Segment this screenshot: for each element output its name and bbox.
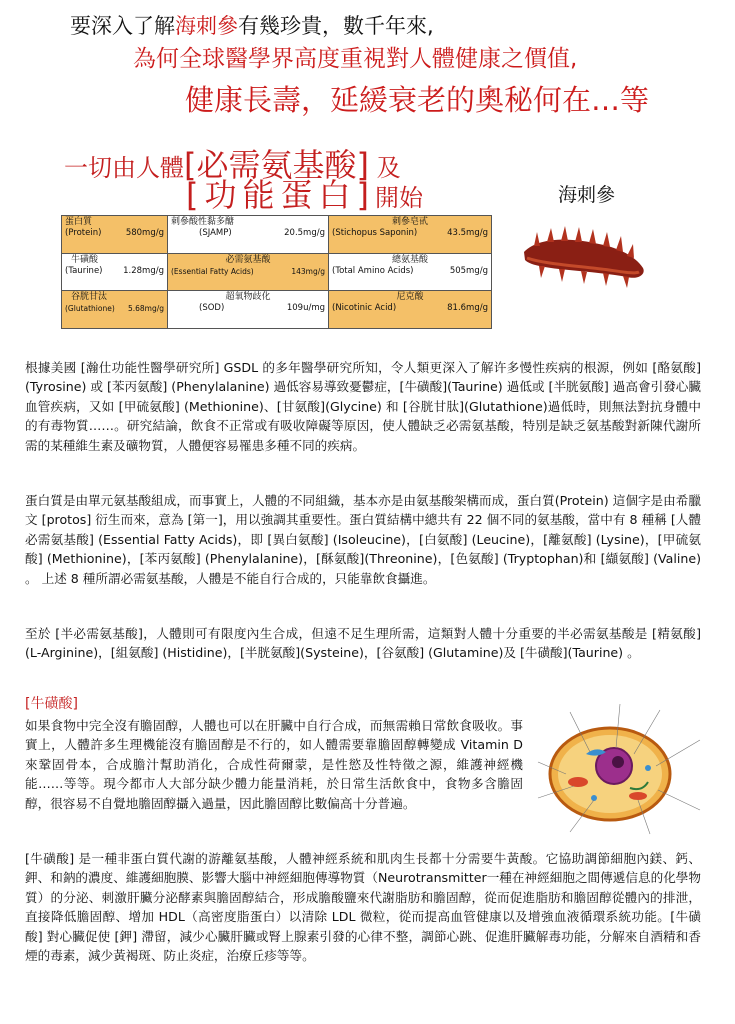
nutrient-english: (Glutathione) bbox=[65, 304, 115, 314]
intro-line-1-b: [必需氨基酸] bbox=[184, 146, 369, 184]
nutrient-value: 81.6mg/g bbox=[447, 303, 488, 314]
nutrient-name: 刺參皂甙 bbox=[391, 217, 428, 227]
nutrient-value: 1.28mg/g bbox=[123, 265, 164, 276]
nutrient-english: (Taurine) bbox=[65, 265, 103, 276]
nutrient-name: 刺參酸性黏多醣 bbox=[171, 217, 235, 227]
nucleolus bbox=[612, 756, 624, 768]
nutrient-cell bbox=[329, 253, 492, 291]
nutrient-name: 總氨基酸 bbox=[391, 254, 428, 265]
nutrient-english: (Protein) bbox=[65, 228, 102, 238]
nutrient-value: 20.5mg/g bbox=[284, 228, 325, 238]
nutrient-english: (Stichopus Saponin) bbox=[332, 228, 418, 238]
paragraph-cholesterol: 如果食物中完全沒有膽固醇，人體也可以在肝臟中自行合成，而無需賴日常飲食吸收。事實上，人體許多生理機能沒有膽固醇是不行的，如人體需要靠膽固醇轉變成 Vitamin D 來鞏固骨本，合成膽汁幫助消化，合成性荷爾蒙，是性慾及性特徵之源，維護神經機能……等等。現今都市人大部分缺少體力能量消耗，於日常生活飲食中，食物多含膽固醇，很容易不自覺地膽固醇攝入過量，因此膽固醇比數偏高十分普遍。 bbox=[25, 718, 523, 811]
nutrient-name: 牛磺酸 bbox=[71, 254, 99, 265]
nutrient-english: (SOD) bbox=[199, 303, 225, 314]
vesicle bbox=[645, 765, 651, 771]
nutrient-cell bbox=[329, 291, 492, 329]
intro-line-2-b: 開始 bbox=[374, 184, 423, 212]
intro-line-1-c: 及 bbox=[368, 154, 401, 182]
nutrient-cell bbox=[168, 253, 329, 291]
paragraph-protein: 蛋白質是由單元氨基酸組成，而事實上，人體的不同組織，基本亦是由氨基酸架構而成，蛋白質(Protein) 這個字是由希臘文 [protos] 衍生而來，意為 [第一]，用以強調其重要性。蛋白質結構中總共有 22 個不同的氨基酸，當中有 8 種稱 [人體必需氨基酸] (Essential Fatty Acids)，即 [異白氨酸] (Isoleucine)，[白氨酸] (Leucine)，[離氨酸] (Lysine)，[甲硫氨酸] (Methionine)，[苯丙氨酸] (Phenylalanine)，[酥氨酸](Threonine)，[色氨酸] (Tryptophan)和 [纈氨酸] (Valine) 。 上述 8 種所謂必需氨基酸，人體是不能自行合成的，只能靠飲食攝進。 bbox=[25, 493, 701, 586]
nutrient-name: 超氧物歧化 bbox=[225, 292, 271, 303]
nutrient-english: (Total Amino Acids) bbox=[332, 265, 414, 276]
sea-cucumber-image bbox=[519, 222, 649, 297]
nutrient-name: 必需氨基酸 bbox=[225, 254, 271, 265]
paragraph-semi-essential: 至於 [半必需氨基酸]，人體則可有限度內生合成，但遠不足生理所需，這類對人體十分重要的半必需氨基酸是 [精氨酸] (L-Arginine)，[組氨酸] (Histidine)，[半胱氨酸](Systeine)，[谷氨酸] (Glutamine)及 [牛磺酸](Taurine) 。 bbox=[25, 626, 701, 661]
paragraph-taurine-function: [牛磺酸] 是一種非蛋白質代謝的游離氨基酸，人體神經系統和肌肉生長都十分需要牛黃酸。它協助調節細胞內鎂、鈣、鉀、和鈉的濃度、維護細胞膜、影響大腦中神經細胞傳導物質（Neurotransmitter一種在神經細胞之間傳遞信息的化學物質）的分泌、刺激肝臟分泌酵素與膽固醇結合，形成膽酸鹽來代謝脂肪和膽固醇，從而促進脂肪和膽固醇從體內的排泄，直接降低膽固醇、增加 HDL（高密度脂蛋白）以清除 LDL 微粒，從而提高血管健康以及增強血液循環系統功能。[牛磺酸] 對心臟促使 [鉀] 滯留，減少心臟肝臟或腎上腺素引發的心律不整，調節心跳、促進肝臟解毒功能，分解來自酒精和香煙的毒素，減少黃褐斑、防止炎症，治療丘疹等等。 bbox=[25, 851, 701, 964]
intro-line-2 bbox=[186, 170, 423, 216]
nutrient-value: 505mg/g bbox=[449, 265, 488, 276]
nutrient-table bbox=[61, 215, 492, 329]
paragraph-gsdl-research: 根據美國 [瀚仕功能性醫學研究所] GSDL 的多年醫學研究所知，令人類更深入了解许多慢性疾病的根源，例如 [酪氨酸](Tyrosine) 或 [苯丙氨酸] (Phenylalanine) 過低容易導致憂鬱症，[牛磺酸](Taurine) 過低或 [半胱氨酸] 過高會引發心臟血管疾病，又如 [甲硫氨酸] (Methionine)、[甘氨酸](Glycine) 和 [谷胱甘肽](Glutathione)過低時，則無法對抗身體中的有毒物質……。研究結論，飲食不正常或有吸收障礙等原因，使人體缺乏必需氨基酸，特別是缺乏氨基酸對新陳代謝所需的某種維生素及礦物質，人體便容易罹患多種不同的疾病。 bbox=[25, 360, 701, 453]
sea-cucumber-label: 海刺參 bbox=[558, 184, 616, 206]
headline-line-1-a: 要深入了解 bbox=[70, 14, 175, 38]
nutrient-cell bbox=[168, 216, 329, 254]
nutrient-english: (Essential Fatty Acids) bbox=[171, 266, 254, 276]
intro-line-1-a: 一切由人體 bbox=[64, 154, 184, 182]
headline-line-1 bbox=[70, 10, 434, 40]
nutrient-name: 谷胱甘汰 bbox=[71, 292, 108, 303]
nutrient-value: 109u/mg bbox=[286, 303, 325, 314]
nutrient-cell bbox=[62, 216, 168, 254]
headline-line-1-c: 有幾珍貴，數千年來, bbox=[238, 14, 434, 38]
headline-line-3: 健康長壽，延緩衰老的奧秘何在…等 bbox=[185, 83, 650, 117]
nutrient-value: 5.68mg/g bbox=[127, 304, 164, 314]
nutrient-value: 43.5mg/g bbox=[447, 228, 488, 238]
nutrient-value: 143mg/g bbox=[291, 266, 325, 276]
cell-diagram-image bbox=[530, 692, 720, 842]
mitochondrion bbox=[568, 777, 588, 787]
nutrient-cell bbox=[168, 291, 329, 329]
mitochondrion bbox=[629, 792, 647, 800]
nutrient-value: 580mg/g bbox=[125, 228, 164, 238]
nutrient-english: (SJAMP) bbox=[199, 228, 232, 238]
nutrient-cell bbox=[62, 253, 168, 291]
headline-line-1-b: 海刺參 bbox=[175, 14, 238, 38]
nutrient-cell bbox=[62, 291, 168, 329]
headline-line-2: 為何全球醫學界高度重視對人體健康之價值, bbox=[133, 46, 578, 72]
nutrient-cell bbox=[329, 216, 492, 254]
intro-line-2-a: [功能蛋白] bbox=[186, 176, 375, 214]
taurine-heading: [牛磺酸] bbox=[25, 696, 78, 712]
nutrient-name: 尼克酸 bbox=[396, 292, 424, 303]
nutrient-name: 蛋白質 bbox=[65, 217, 93, 227]
nutrient-english: (Nicotinic Acid) bbox=[332, 303, 397, 314]
